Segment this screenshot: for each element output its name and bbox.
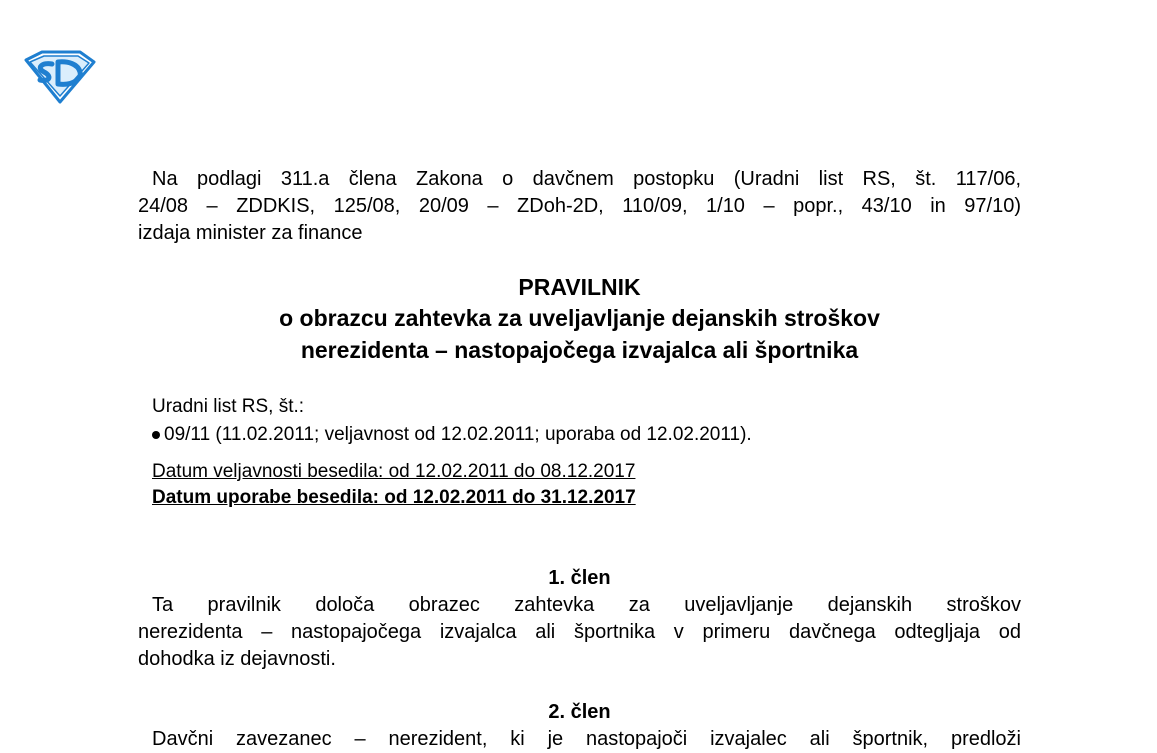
title-subtitle: o obrazcu zahtevka za uveljavljanje dejanskih stroškov — [279, 305, 880, 331]
validity-date: Datum veljavnosti besedila: od 12.02.2011 do 08.12.2017 — [152, 461, 636, 482]
article-line: Ta pravilnik določa obrazec zahtevka za uveljavljanje dejanskih stroškov — [152, 594, 1021, 616]
dates-block — [152, 459, 636, 511]
logo-icon — [22, 48, 96, 104]
article-heading: 2. člen — [548, 701, 611, 723]
article-line: dohodka iz dejavnosti. — [138, 648, 336, 670]
uradni-list-entry — [152, 421, 752, 449]
uradni-list-entry-text: 09/11 (11.02.2011; veljavnost od 12.02.2011; uporaba od 12.02.2011). — [164, 424, 752, 445]
article-line: Davčni zavezanec – nerezident, ki je nastopajoči izvajalec ali športnik, predloži — [152, 728, 1021, 750]
title-main: PRAVILNIK — [518, 274, 641, 300]
intro-paragraph — [138, 166, 1021, 247]
article-text — [138, 726, 1021, 753]
article-text — [138, 592, 1021, 673]
title-subtitle: nerezidenta – nastopajočega izvajalca ali športnika — [300, 337, 859, 363]
use-date: Datum uporabe besedila: od 12.02.2011 do 31.12.2017 — [152, 487, 636, 508]
intro-line: izdaja minister za finance — [138, 222, 363, 244]
intro-line: Na podlagi 311.a člena Zakona o davčnem postopku (Uradni list RS, št. 117/06, — [152, 168, 1021, 190]
uradni-list-label: Uradni list RS, št.: — [152, 396, 305, 417]
document-title — [138, 272, 1021, 366]
intro-line: 24/08 – ZDDKIS, 125/08, 20/09 – ZDoh-2D, 110/09, 1/10 – popr., 43/10 in 97/10) — [138, 195, 1021, 217]
bullet-icon — [152, 431, 160, 439]
article-line: nerezidenta – nastopajočega izvajalca ali športnika v primeru davčnega odtegljaja od — [138, 621, 1021, 643]
uradni-list-block — [152, 393, 752, 449]
article-heading: 1. člen — [548, 567, 611, 589]
